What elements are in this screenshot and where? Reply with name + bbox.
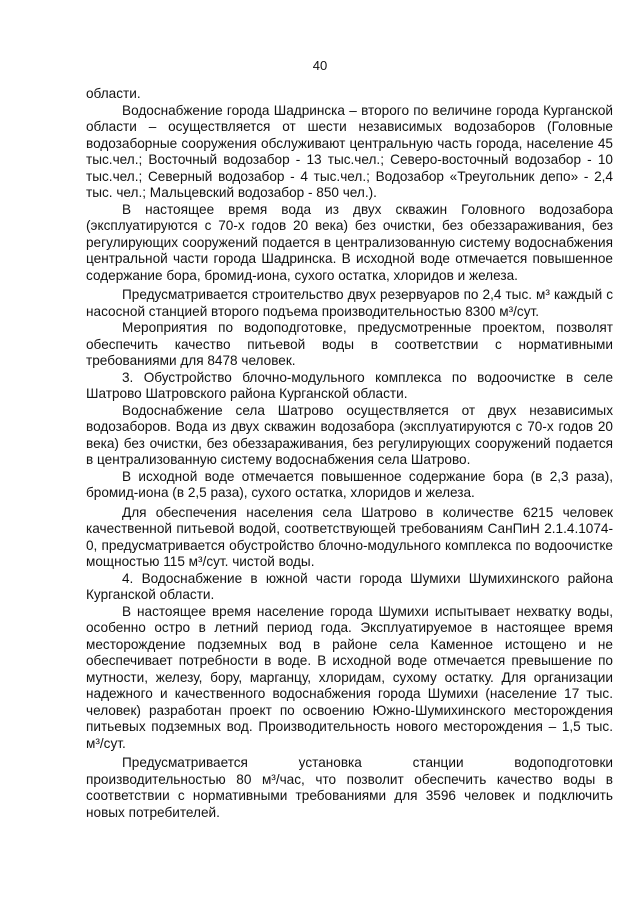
document-body	[86, 86, 613, 821]
paragraph: Мероприятия по водоподготовке, предусмотренные проектом, позволят обеспечить качество питьевой воды в соответствии с нормативными требованиями для 8478 человек.	[86, 320, 613, 368]
paragraph: Водоснабжение города Шадринска – второго по величине города Курганской области – осуществляется от шести независимых водозаборов (Головные водозаборные сооружения обслуживают центральную часть города, население 45 тыс.чел.; Восточный водозабор - 13 тыс.чел.; Северо-восточный водозабор - 10 тыс.чел.; Северный водозабор - 4 тыс.чел.; Водозабор «Треугольник депо» - 2,4 тыс. чел.; Мальцевский водозабор - 850 чел.).	[86, 102, 613, 200]
paragraph: В настоящее время население города Шумихи испытывает нехватку воды, особенно остро в летний период года. Эксплуатируемое в настоящее время месторождение подземных вод в районе села Каменное истощено и не обеспечивает потребности в воде. В исходной воде отмечается превышение по мутности, железу, бору, марганцу, хлоридам, сухому остатку. Для организации надежного и качественного водоснабжения города Шумихи (население 17 тыс. человек) разработан проект по освоению Южно-Шумихинского месторождения питьевых подземных вод. Производительность нового месторождения – 1,5 тыс. м³/сут.	[86, 603, 613, 751]
paragraph: 4. Водоснабжение в южной части города Шумихи Шумихинского района Курганской области.	[86, 570, 613, 602]
paragraph: Предусматривается установка станции водоподготовки производительностью 80 м³/час, что позволит обеспечить качество воды в соответствии с нормативными требованиями для 3596 человек и подключить новых потребителей.	[86, 755, 613, 820]
paragraph: Предусматривается строительство двух резервуаров по 2,4 тыс. м³ каждый с насосной станцией второго подъема производительностью 8300 м³/сут.	[86, 287, 613, 319]
page-number: 40	[312, 58, 328, 73]
paragraph: Для обеспечения населения села Шатрово в количестве 6215 человек качественной питьевой водой, соответствующей требованиям СанПиН 2.1.4.1074-0, предусматривается обустройство блочно-модульного комплекса по водоочистке мощностью 115 м³/сут. чистой воды.	[86, 504, 613, 569]
paragraph: В исходной воде отмечается повышенное содержание бора (в 2,3 раза), бромид-иона (в 2,5 раза), сухого остатка, хлоридов и железа.	[86, 468, 613, 500]
paragraph: В настоящее время вода из двух скважин Головного водозабора (эксплуатируются с 70-х годов 20 века) без очистки, без обеззараживания, без регулирующих сооружений подается в централизованную систему водоснабжения центральной части города Шадринска. В исходной воде отмечается повышенное содержание бора, бромид-иона, сухого остатка, хлоридов и железа.	[86, 201, 613, 283]
paragraph: Водоснабжение села Шатрово осуществляется от двух независимых водозаборов. Вода из двух скважин водозабора (эксплуатируются с 70-х годов 20 века) без очистки, без обеззараживания, без регулирующих сооружений подается в централизованную систему водоснабжения села Шатрово.	[86, 402, 613, 467]
paragraph: 3. Обустройство блочно-модульного комплекса по водоочистке в селе Шатрово Шатровского района Курганской области.	[86, 369, 613, 401]
paragraph: области.	[86, 86, 141, 101]
